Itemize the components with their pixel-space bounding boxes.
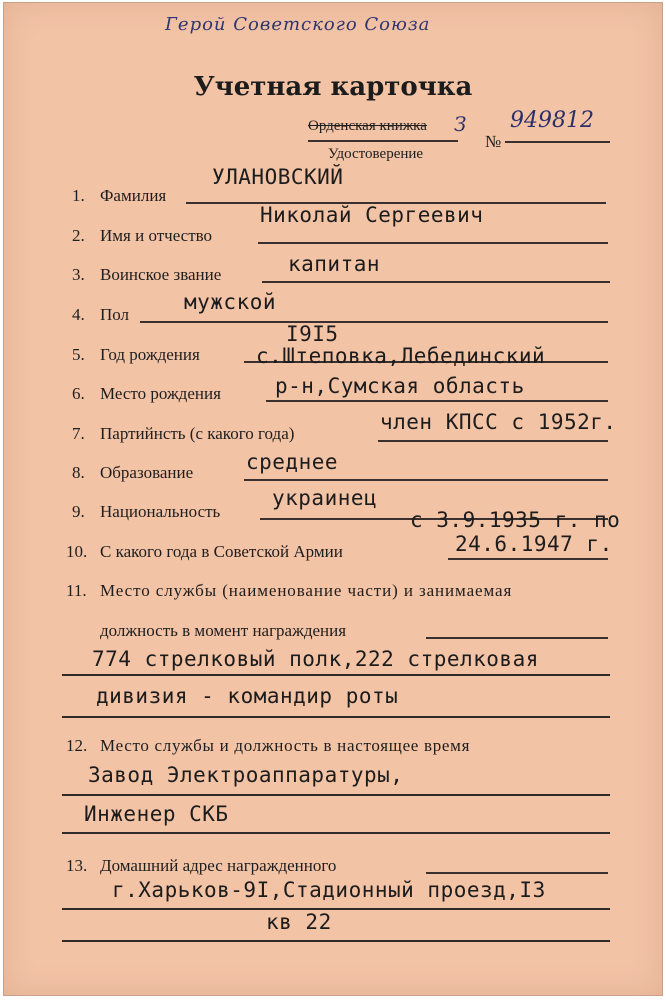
field-8-line [244, 479, 608, 481]
field-3-number: 3. [72, 265, 85, 284]
field-6-line [266, 400, 608, 402]
field-2-value: Николай Сергеевич [260, 203, 484, 227]
header-note: Герой Советского Союза [165, 14, 431, 35]
field-12-value: Завод Электроаппаратуры, [88, 763, 404, 787]
field-9-value: украинец [272, 486, 378, 510]
field-11-line [426, 637, 608, 639]
doc-type: Удостоверение [328, 146, 424, 162]
field-12-line-2 [62, 832, 610, 834]
field-7-number: 7. [72, 424, 85, 443]
field-3-value: капитан [288, 252, 381, 276]
field-5-label: Год рождения [100, 345, 200, 364]
doc-type-line [308, 140, 458, 142]
field-4-number: 4. [72, 305, 85, 324]
field-7-label: Партийнсть (с какого года) [100, 424, 295, 443]
doc-no-label: № [485, 132, 502, 151]
field-1-label: Фамилия [100, 186, 167, 205]
field-6-value: с.Штеповка,Лебединский [256, 344, 546, 368]
field-13-value-2: кв 22 [266, 910, 332, 934]
field-3-line [262, 281, 610, 283]
field-11-number: 11. [66, 581, 87, 600]
field-11-line-3 [62, 716, 610, 718]
field-8-label: Образование [100, 463, 194, 482]
field-11-label-2: должность в момент награждения [100, 621, 347, 640]
field-10-label: С какого года в Советской Армии [100, 542, 343, 561]
field-2-number: 2. [72, 226, 85, 245]
field-10-number: 10. [66, 542, 88, 561]
field-13-line-2 [62, 908, 610, 910]
field-6-label: Место рождения [100, 384, 221, 403]
field-10-value: с 3.9.1935 г. по [410, 508, 621, 532]
field-7-value: член КПСС с 1952г. [380, 410, 617, 434]
field-9-label: Национальность [100, 502, 221, 521]
field-5-value: I9I5 [286, 322, 339, 346]
field-13-line-3 [62, 940, 610, 942]
field-12-value-2: Инженер СКБ [84, 802, 229, 826]
field-2-label: Имя и отчество [100, 226, 213, 245]
field-8-number: 8. [72, 463, 85, 482]
field-13-line [426, 872, 608, 874]
doc-number-line [505, 141, 610, 143]
field-9-number: 9. [72, 502, 85, 521]
field-3-label: Воинское звание [100, 265, 222, 284]
field-11-value: 774 стрелковый полк,222 стрелковая [92, 647, 539, 671]
field-10-line [448, 558, 608, 560]
field-1-number: 1. [72, 186, 85, 205]
field-10-value-2: 24.6.1947 г. [455, 532, 613, 556]
field-4-label: Пол [100, 305, 130, 324]
field-7-line [378, 440, 608, 442]
field-13-label: Домашний адрес награжденного [100, 856, 337, 875]
field-11-value-2: дивизия - командир роты [96, 684, 399, 708]
field-4-line [140, 321, 608, 323]
field-4-value: мужской [184, 290, 277, 314]
field-5-number: 5. [72, 345, 85, 364]
field-12-label: Место службы и должность в настоящее время [100, 736, 471, 755]
field-6-number: 6. [72, 384, 85, 403]
field-11-label: Место службы (наименование части) и занимаемая [100, 581, 513, 600]
field-11-line-2 [62, 674, 610, 676]
field-6-value-2: р-н,Сумская область [275, 374, 525, 398]
field-2-line [258, 242, 608, 244]
doc-series: З [454, 112, 467, 136]
doc-number: 949812 [510, 108, 594, 133]
field-13-number: 13. [66, 856, 88, 875]
doc-type-struck: Орденская книжка [308, 118, 427, 134]
field-1-value: УЛАНОВСКИЙ [212, 165, 344, 189]
field-12-line [62, 794, 610, 796]
field-8-value: среднее [246, 450, 339, 474]
field-12-number: 12. [66, 736, 88, 755]
card-title: Учетная карточка [193, 72, 473, 102]
field-13-value: г.Харьков-9I,Стадионный проезд,I3 [112, 878, 546, 902]
